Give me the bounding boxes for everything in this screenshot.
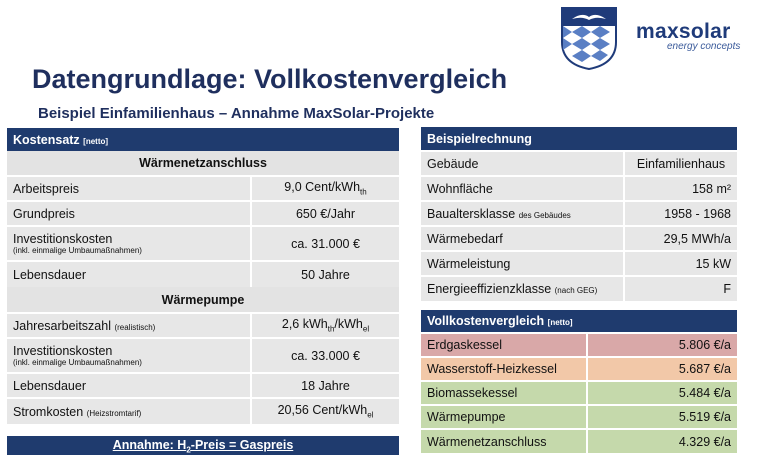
cost-header-note: [netto]	[83, 136, 109, 146]
comparison-row-label: Wärmenetzanschluss	[421, 429, 587, 453]
wohnflaeche-value: 158 m²	[624, 176, 737, 201]
effizienz-value: F	[624, 276, 737, 301]
comparison-header-note: [netto]	[547, 318, 573, 327]
strom-label: Stromkosten (Heizstromtarif)	[7, 398, 251, 424]
effizienz-label: Energieeffizienzklasse (nach GEG)	[421, 276, 624, 301]
baualter-label: Baualtersklasse des Gebäudes	[421, 201, 624, 226]
jaz-value: 2,6 kWh$_{th}$/kWh$_{el}$	[251, 313, 399, 338]
grundpreis-label: Grundpreis	[7, 201, 251, 226]
bedarf-value: 29,5 MWh/a	[624, 226, 737, 251]
assumption-banner: Annahme: $H_2$-Preis = Gaspreis	[7, 436, 399, 455]
cost-header-label: Kostensatz	[13, 132, 80, 147]
grundpreis-value: 650 €/Jahr	[251, 201, 399, 226]
page-subtitle: Beispiel Einfamilienhaus – Annahme MaxSolar-Projekte	[38, 105, 435, 122]
comparison-row-value: 4.329 €/a	[587, 429, 737, 453]
heatpump-life-label: Lebensdauer	[7, 373, 251, 398]
district-life-value: 50 Jahre	[251, 261, 399, 287]
bedarf-label: Wärmebedarf	[421, 226, 624, 251]
comparison-row-value: 5.687 €/a	[587, 357, 737, 381]
page-title: Datengrundlage: Vollkostenvergleich	[32, 64, 508, 94]
leistung-label: Wärmeleistung	[421, 251, 624, 276]
district-life-label: Lebensdauer	[7, 261, 251, 287]
heatpump-life-value: 18 Jahre	[251, 373, 399, 398]
district-heating-section: Wärmenetzanschluss	[7, 151, 399, 176]
comparison-header-label: Vollkostenvergleich	[427, 314, 545, 328]
comparison-row-value: 5.519 €/a	[587, 405, 737, 429]
comparison-row-value: 5.484 €/a	[587, 381, 737, 405]
cost-table	[7, 128, 399, 424]
comparison-row-label: Wärmepumpe	[421, 405, 587, 429]
strom-value: 20,56 Cent/kWh$_{el}$	[251, 398, 399, 424]
jaz-label: Jahresarbeitszahl (realistisch)	[7, 313, 251, 338]
comparison-row-label: Erdgaskessel	[421, 333, 587, 357]
comparison-row-label: Biomassekessel	[421, 381, 587, 405]
arbeitspreis-label: Arbeitspreis	[7, 176, 251, 201]
comparison-row-label: Wasserstoff-Heizkessel	[421, 357, 587, 381]
district-invest-label: Investitionskosten (inkl. einmalige Umbaumaßnahmen)	[7, 226, 251, 261]
arbeitspreis-value: 9,0 Cent/kWh$_{th}$	[251, 176, 399, 201]
comparison-table	[421, 310, 737, 453]
leistung-value: 15 kW	[624, 251, 737, 276]
brand-name: maxsolar	[636, 20, 731, 43]
heatpump-invest-label: Investitionskosten (inkl. einmalige Umbaumaßnahmen)	[7, 338, 251, 373]
baualter-value: 1958 - 1968	[624, 201, 737, 226]
heatpump-invest-value: ca. 33.000 €	[251, 338, 399, 373]
gebaeude-label: Gebäude	[421, 151, 624, 176]
heatpump-section: Wärmepumpe	[7, 287, 399, 313]
comparison-row-value: 5.806 €/a	[587, 333, 737, 357]
example-table	[421, 127, 737, 301]
district-invest-value: ca. 31.000 €	[251, 226, 399, 261]
brand-tagline: energy concepts	[667, 41, 741, 52]
example-header: Beispielrechnung	[421, 127, 737, 151]
wohnflaeche-label: Wohnfläche	[421, 176, 624, 201]
gebaeude-value: Einfamilienhaus	[624, 151, 737, 176]
